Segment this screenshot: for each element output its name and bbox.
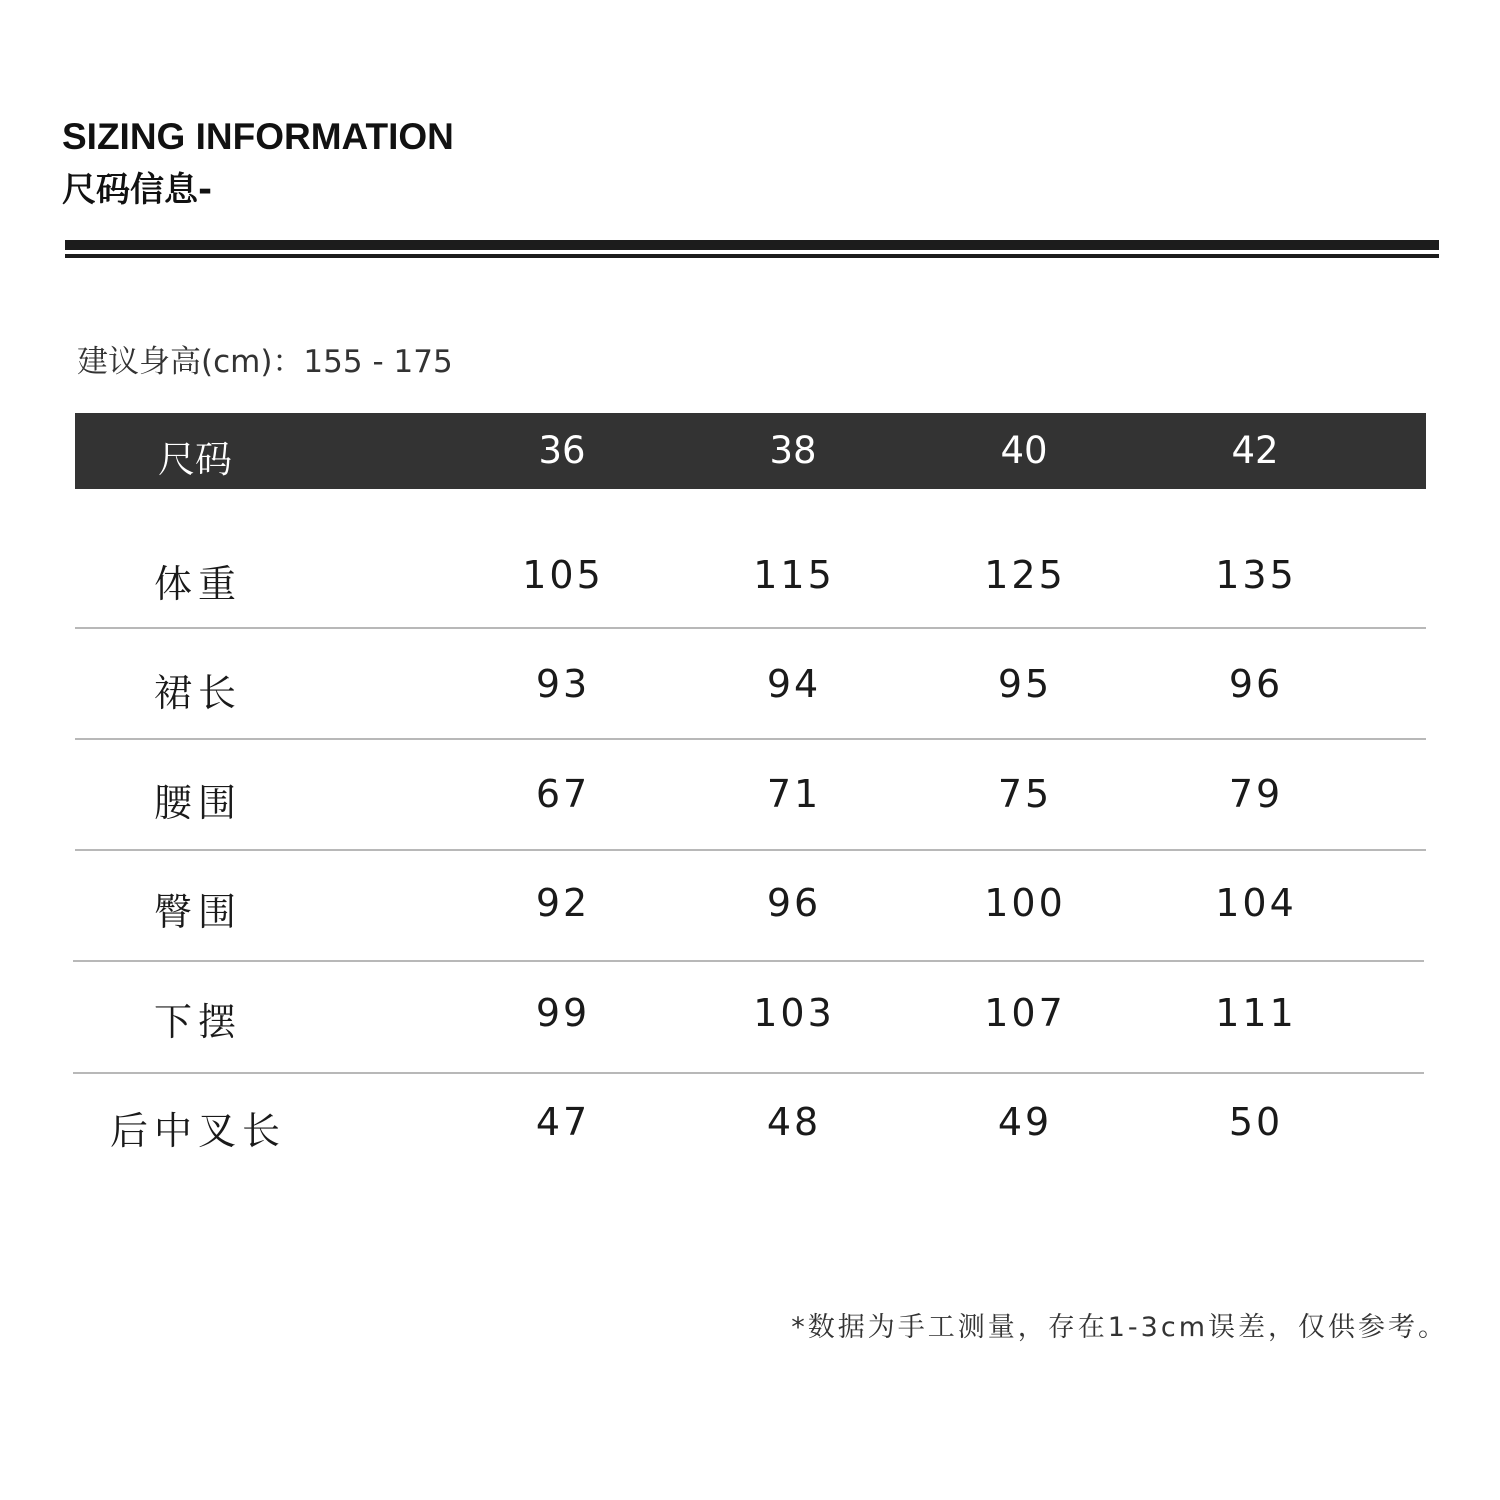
table-cell: 96 xyxy=(766,881,822,925)
column-header-42: 42 xyxy=(1231,429,1279,472)
suggested-height-note: 建议身高(cm)：155 - 175 xyxy=(77,344,453,380)
row-label: 裙长 xyxy=(153,671,243,715)
page-title-en: SIZING INFORMATION xyxy=(62,116,454,157)
table-row-hip xyxy=(0,881,1500,991)
table-cell: 67 xyxy=(535,772,591,816)
measurement-disclaimer: *数据为手工测量，存在1-3cm误差，仅供参考。 xyxy=(791,1312,1448,1343)
row-divider xyxy=(75,849,1426,851)
table-cell: 48 xyxy=(766,1100,822,1144)
table-cell: 105 xyxy=(522,553,604,597)
row-label: 后中叉长 xyxy=(109,1109,287,1153)
table-cell: 71 xyxy=(766,772,822,816)
page-title-cn: 尺码信息- xyxy=(62,170,213,210)
column-header-36: 36 xyxy=(538,429,586,472)
title-rule-thin xyxy=(65,254,1439,258)
table-row-skirt-length xyxy=(0,662,1500,772)
table-cell: 75 xyxy=(997,772,1053,816)
table-cell: 47 xyxy=(535,1100,591,1144)
table-cell: 92 xyxy=(535,881,591,925)
column-header-40: 40 xyxy=(1000,429,1048,472)
table-row-hem xyxy=(0,991,1500,1101)
row-label: 臀围 xyxy=(153,890,243,934)
table-cell: 135 xyxy=(1215,553,1297,597)
table-cell: 111 xyxy=(1215,991,1297,1035)
table-cell: 107 xyxy=(984,991,1066,1035)
table-row-weight xyxy=(0,553,1500,663)
row-divider xyxy=(75,738,1426,740)
row-divider xyxy=(75,627,1426,629)
row-label: 下摆 xyxy=(153,1000,243,1044)
table-row-back-slit-length xyxy=(0,1100,1500,1210)
table-header-row xyxy=(75,413,1426,489)
table-cell: 94 xyxy=(766,662,822,706)
table-cell: 79 xyxy=(1228,772,1284,816)
row-label: 体重 xyxy=(153,562,243,606)
column-header-size: 尺码 xyxy=(158,438,232,481)
table-cell: 50 xyxy=(1228,1100,1284,1144)
table-cell: 93 xyxy=(535,662,591,706)
table-cell: 115 xyxy=(753,553,835,597)
title-rule-thick xyxy=(65,240,1439,250)
column-header-38: 38 xyxy=(769,429,817,472)
table-cell: 125 xyxy=(984,553,1066,597)
table-cell: 96 xyxy=(1228,662,1284,706)
table-cell: 100 xyxy=(984,881,1066,925)
table-cell: 104 xyxy=(1215,881,1297,925)
table-row-waist xyxy=(0,772,1500,882)
table-cell: 103 xyxy=(753,991,835,1035)
row-label: 腰围 xyxy=(153,781,243,825)
table-cell: 95 xyxy=(997,662,1053,706)
table-cell: 99 xyxy=(535,991,591,1035)
row-divider xyxy=(73,1072,1424,1074)
table-cell: 49 xyxy=(997,1100,1053,1144)
row-divider xyxy=(73,960,1424,962)
